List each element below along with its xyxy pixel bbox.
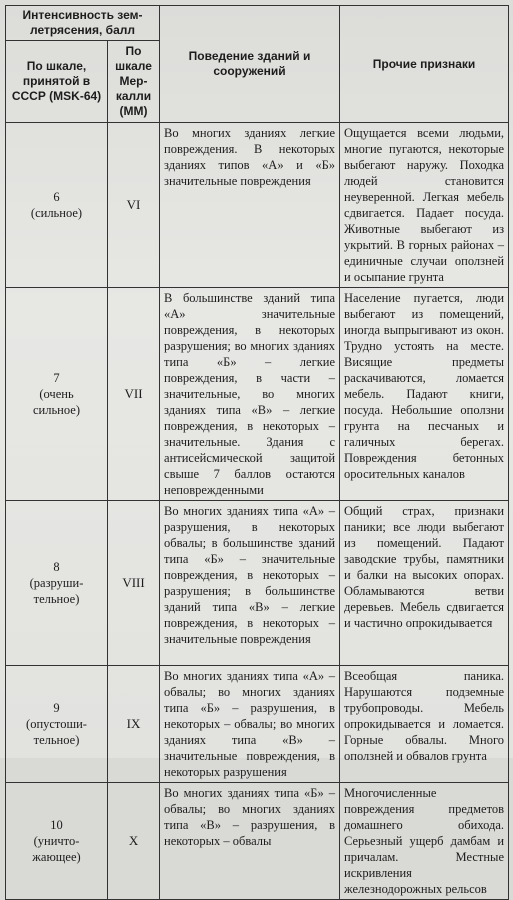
- buildings-cell: Во многих зданиях типа «Б» – обвалы; во многих зданиях типа «В» – разрушения, в некоторых – обвалы: [160, 783, 340, 900]
- mercalli-cell: VII: [108, 288, 160, 501]
- table-header-row: [6, 6, 509, 41]
- mercalli-cell: IX: [108, 666, 160, 783]
- mercalli-cell: VIII: [108, 501, 160, 666]
- buildings-cell: Во многих зданиях легкие повреждения. В некоторых зданиях типов «А» и «Б» значительные повреждения: [160, 123, 340, 288]
- earthquake-intensity-table: [5, 5, 509, 900]
- buildings-cell: Во многих зданиях типа «А» – обвалы; во многих зданиях типа «Б» – разрушения, в некоторых – обвалы; во многих зданиях типа «В» – значительные повреждения, в некоторых разрушения: [160, 666, 340, 783]
- header-msk-scale: По шкале, принятой в СССР (MSK-64): [6, 41, 108, 123]
- header-other-signs: Прочие признаки: [340, 6, 509, 123]
- table-row: [6, 666, 509, 783]
- buildings-cell: Во многих зданиях типа «А» – разрушения, в некоторых обвалы; в большинстве зданий типа «Б» – значительные повреждения, в некоторых – разрушения; в большинстве зданий типа «В» – легкие повреждения, в некоторых – значительные повреждения: [160, 501, 340, 666]
- other-signs-cell: Ощущается всеми людьми, многие пугаются, некоторые выбегают наружу. Походка людей становится неуверенной. Легкая мебель сдвигается. Падает посуда. Животные выбегают из укрытий. В горных районах – единичные случаи оползней и осыпание грунта: [340, 123, 509, 288]
- intensity-cell: 6 (сильное): [6, 123, 108, 288]
- mercalli-cell: X: [108, 783, 160, 900]
- other-signs-cell: Население пугается, люди выбегают из помещений, иногда выпрыгивают из окон. Трудно устоять на месте. Висящие предметы раскачиваются, ломается мебель. Падают книги, посуда. Небольшие оползни грунта на песчаных и галичных берегах. Повреждения бетонных оросительных каналов: [340, 288, 509, 501]
- header-mercalli-scale: По шкале Мер-калли (ММ): [108, 41, 160, 123]
- intensity-cell: 9 (опустоши- тельное): [6, 666, 108, 783]
- intensity-cell: 8 (разруши- тельное): [6, 501, 108, 666]
- table-row: [6, 288, 509, 501]
- other-signs-cell: Всеобщая паника. Нарушаются подземные трубопроводы. Мебель опрокидывается и ломается. Горные обвалы. Много оползней и обвалов грунта: [340, 666, 509, 783]
- mercalli-cell: VI: [108, 123, 160, 288]
- table-row: [6, 123, 509, 288]
- table-row: [6, 783, 509, 900]
- header-buildings: Поведение зданий и сооружений: [160, 6, 340, 123]
- intensity-cell: 7 (очень сильное): [6, 288, 108, 501]
- other-signs-cell: Многочисленные повреждения предметов домашнего обихода. Серьезный ущерб дамбам и причалам. Местные искривления железнодорожных рельсов: [340, 783, 509, 900]
- buildings-cell: В большинстве зданий типа «А» значительные повреждения, в некоторых разрушения; во многих зданиях типа «Б» – легкие повреждения, в части – значительные, во многих зданиях типа «В» – легкие повреждения, в некоторых – значительные. Здания с антисейсмической защитой свыше 7 баллов остаются неповрежденными: [160, 288, 340, 501]
- header-intensity-group: Интенсивность зем- летрясения, балл: [6, 6, 160, 41]
- intensity-cell: 10 (уничто- жающее): [6, 783, 108, 900]
- table-row: [6, 501, 509, 666]
- other-signs-cell: Общий страх, признаки паники; все люди выбегают из помещений. Падают заводские трубы, памятники и балки на высоких опорах. Обламываются ветви деревьев. Мебель сдвигается и частично опрокидывается: [340, 501, 509, 666]
